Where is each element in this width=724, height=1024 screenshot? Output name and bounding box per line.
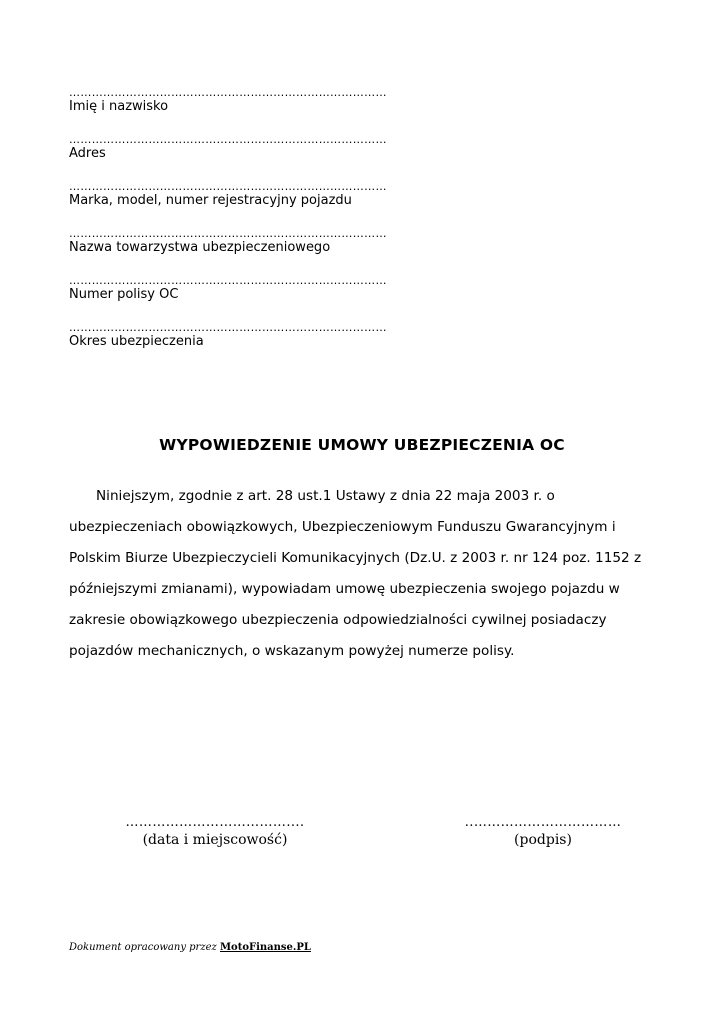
field-insurer-dots: ………………………………………………………………………… [69,227,387,240]
signature-label: (podpis) [514,832,572,848]
field-insurance-period-label: Okres ubezpieczenia [69,334,204,349]
field-address [69,134,429,162]
footer-brand-link[interactable]: MotoFinanse.PL [219,942,311,953]
signature-block [448,815,638,849]
body-line: Niniejszym, zgodnie z art. 28 ust.1 Ustawy z dnia 22 maja 2003 r. o [96,488,555,504]
body-line: Polskim Biurze Ubezpieczycieli Komunikacyjnych (Dz.U. z 2003 r. nr 124 poz. 1152 z [69,550,642,566]
date-place-signature-block [100,815,330,849]
field-insurer-label: Nazwa towarzystwa ubezpieczeniowego [69,240,331,255]
field-insurance-period-dots: ………………………………………………………………………… [69,321,387,334]
field-insurance-period [69,322,429,350]
field-policy-number-dots: ………………………………………………………………………… [69,274,387,287]
signature-dots: ..…………………………… [464,815,622,830]
footer-credit [69,941,311,955]
footer-prefix: Dokument opracowany przez [69,942,220,953]
field-vehicle [69,181,429,209]
document-title: WYPOWIEDZENIE UMOWY UBEZPIECZENIA OC [159,436,565,454]
field-address-label: Adres [69,146,106,161]
field-vehicle-dots: ………………………………………………………………………… [69,180,387,193]
body-line: pojazdów mechanicznych, o wskazanym powyżej numerze polisy. [69,643,515,659]
field-name [69,87,429,115]
field-name-dots: ………………………………………………………………………… [69,86,387,99]
body-line: ubezpieczeniach obowiązkowych, Ubezpieczeniowym Funduszu Gwarancyjnym i [69,519,616,535]
field-address-dots: ………………………………………………………………………… [69,133,387,146]
field-vehicle-label: Marka, model, numer rejestracyjny pojazdu [69,193,352,208]
date-place-dots: ……………………………….... [125,815,305,830]
field-insurer [69,228,429,256]
field-name-label: Imię i nazwisko [69,99,169,114]
field-policy-number [69,275,429,303]
body-line: zakresie obowiązkowego ubezpieczenia odpowiedzialności cywilnej posiadaczy [69,612,607,628]
date-place-label: (data i miejscowość) [142,832,288,848]
field-policy-number-label: Numer polisy OC [69,287,179,302]
body-line: późniejszymi zmianami), wypowiadam umowę ubezpieczenia swojego pojazdu w [69,581,620,597]
